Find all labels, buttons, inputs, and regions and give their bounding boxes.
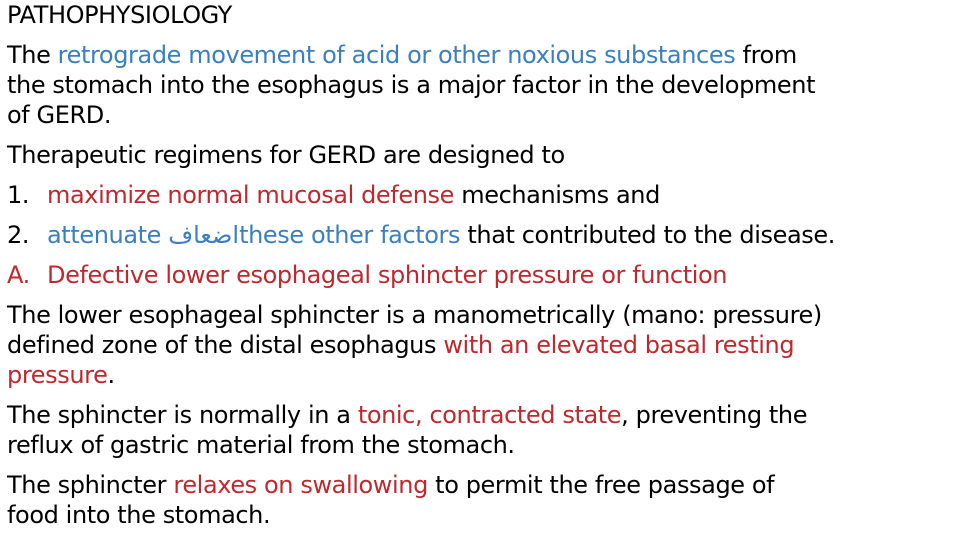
list-number: 1.	[7, 181, 30, 209]
list-number: 2.	[7, 221, 30, 249]
highlight-blue: these other factors	[239, 221, 461, 249]
highlight-red: pressure	[7, 361, 108, 389]
paragraph-5-line-2: food into the stomach.	[7, 501, 271, 529]
highlight-red: relaxes on swallowing	[173, 471, 428, 499]
text-segment: The sphincter	[7, 471, 174, 499]
heading: PATHOPHYSIOLOGY	[7, 1, 232, 29]
paragraph-1-line-2: the stomach into the esophagus is a major factor in the development	[7, 71, 816, 99]
text-segment: to permit the free passage of	[427, 471, 775, 499]
paragraph-1-line-3: of GERD.	[7, 101, 112, 129]
text-segment: , preventing the	[621, 401, 808, 429]
paragraph-1-line-1	[7, 40, 957, 70]
text-segment: The	[7, 41, 58, 69]
section-heading-a	[7, 260, 957, 290]
section-title: Defective lower esophageal sphincter pressure or function	[47, 261, 728, 289]
highlight-red: with an elevated basal resting	[443, 331, 795, 359]
highlight-red: maximize normal mucosal defense	[47, 181, 454, 209]
paragraph-3-line-2	[7, 330, 957, 360]
list-item-1	[7, 180, 957, 210]
paragraph-4-line-1	[7, 400, 957, 430]
paragraph-4-line-2: reflux of gastric material from the stomach.	[7, 431, 515, 459]
text-segment: The sphincter is normally in a	[7, 401, 358, 429]
highlight-blue: attenuate	[47, 221, 169, 249]
arabic-annotation: اضعاف	[168, 221, 240, 249]
text-segment: defined zone of the distal esophagus	[7, 331, 444, 359]
paragraph-5-line-1	[7, 470, 957, 500]
slide-content	[7, 0, 957, 530]
paragraph-3-line-1: The lower esophageal sphincter is a manometrically (mano: pressure)	[7, 301, 822, 329]
highlight-red: tonic, contracted state	[357, 401, 622, 429]
highlight-blue: retrograde movement of acid or other noxious substances	[57, 41, 736, 69]
list-item-2	[7, 220, 957, 250]
paragraph-2-line-1: Therapeutic regimens for GERD are designed to	[7, 141, 565, 169]
text-segment: that contributed to the disease.	[460, 221, 835, 249]
text-segment: from	[735, 41, 797, 69]
text-segment: .	[107, 361, 115, 389]
paragraph-3-line-3	[7, 360, 957, 390]
section-letter: A.	[7, 261, 30, 289]
text-segment: mechanisms and	[454, 181, 660, 209]
